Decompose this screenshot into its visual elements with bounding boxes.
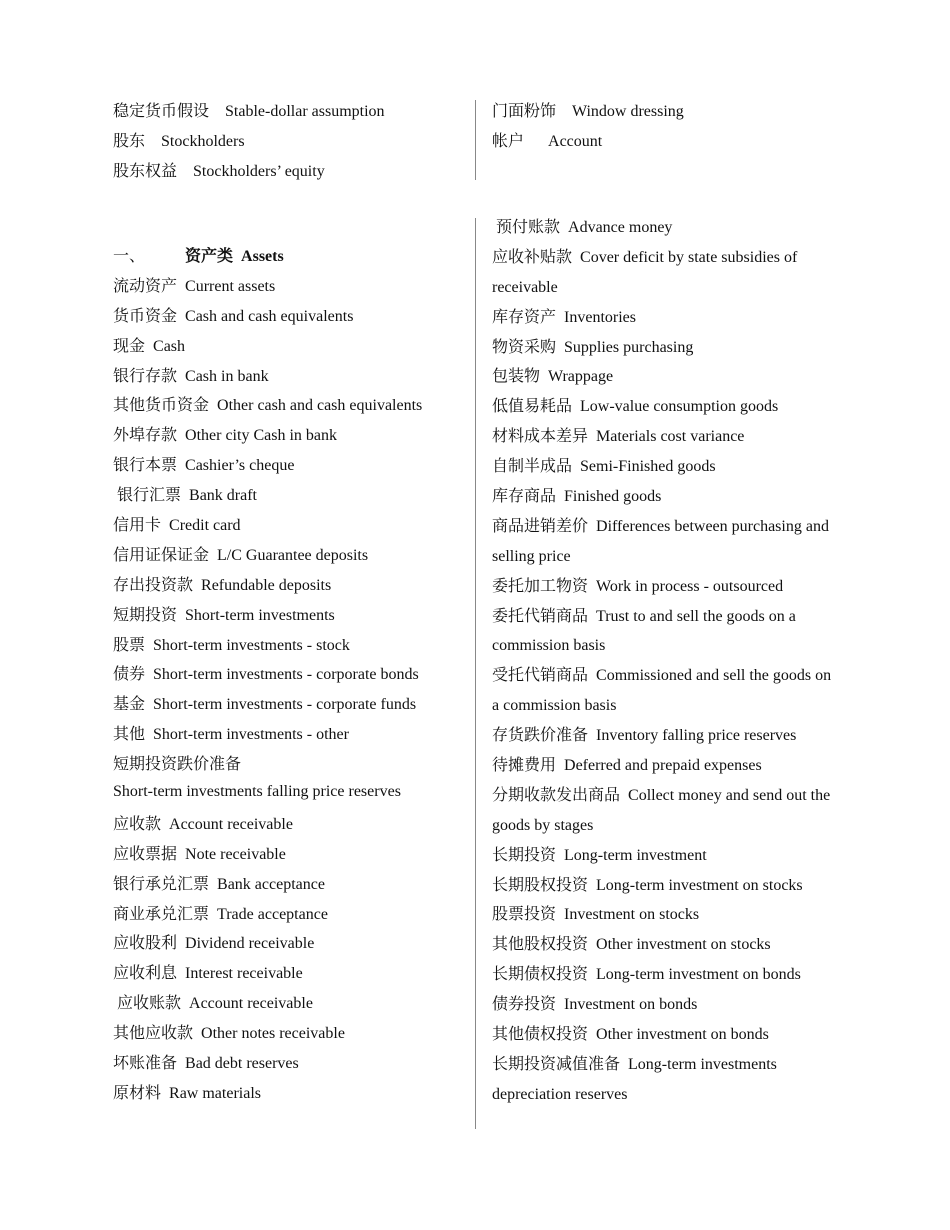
term-en: Note receivable (185, 845, 286, 863)
term-cn: 外埠存款 (113, 427, 178, 445)
term-cn: 坏账准备 (113, 1055, 178, 1073)
section-title-en: Assets (241, 248, 284, 265)
term-entry-continuation (492, 273, 831, 303)
term-en: Bad debt reserves (185, 1055, 299, 1073)
term-cn: 债券 (113, 666, 146, 684)
term-entry (492, 333, 831, 363)
term-entry (113, 989, 422, 1019)
term-cn: 长期股权投资 (492, 876, 589, 894)
term-cn: 长期投资减值准备 (492, 1055, 621, 1073)
term-entry (113, 451, 422, 481)
term-en: Long-term investment on bonds (596, 966, 801, 984)
term-en: Other cash and cash equivalents (217, 397, 423, 415)
term-en: Dividend receivable (185, 935, 315, 953)
term-en: Stable-dollar assumption (225, 103, 385, 120)
term-en: Short-term investments - other (153, 726, 349, 744)
term-entry-english (113, 780, 422, 804)
term-cn: 物资采购 (492, 338, 557, 356)
term-en: Short-term investments - stock (153, 636, 350, 654)
term-en: Stockholders’ equity (193, 162, 325, 180)
term-cn: 低值易耗品 (492, 398, 573, 416)
term-entry (113, 1079, 422, 1109)
term-cn: 存货跌价准备 (492, 727, 589, 745)
term-en: Short-term investments - corporate bonds (153, 666, 419, 684)
term-entry (492, 930, 831, 960)
term-entry (492, 392, 831, 422)
term-en: Long-term investments (628, 1055, 777, 1073)
term-en: Short-term investments falling price reserves (113, 783, 401, 801)
term-entry (492, 1020, 831, 1050)
term-entry (113, 302, 422, 332)
term-cn: 预付账款 (496, 219, 561, 236)
term-entry (492, 841, 831, 871)
term-entry (492, 990, 831, 1020)
term-entry (492, 243, 831, 273)
term-cn: 股票投资 (492, 906, 557, 924)
term-cn: 稳定货币假设 (113, 103, 210, 120)
term-cn: 应收款 (113, 815, 162, 833)
term-cn: 应收利息 (113, 965, 178, 983)
term-entry (492, 751, 831, 781)
term-en: Differences between purchasing and (596, 517, 829, 535)
term-cn: 股票 (113, 636, 146, 654)
term-entry (492, 422, 831, 452)
term-cn: 委托加工物资 (492, 577, 589, 595)
term-en: Work in process - outsourced (596, 577, 784, 595)
term-en: Low-value consumption goods (580, 398, 779, 416)
term-en: Account (548, 132, 603, 150)
term-en: Collect money and send out the (628, 786, 831, 804)
term-en: Current assets (185, 277, 276, 295)
column-divider-top (475, 100, 476, 180)
term-en-continuation: a commission basis (492, 697, 617, 715)
term-cn: 银行汇票 (117, 487, 182, 505)
column-divider-main (475, 218, 476, 1129)
term-entry (492, 572, 831, 602)
term-en: Finished goods (564, 488, 662, 506)
term-cn: 应收股利 (113, 935, 178, 953)
term-entry (113, 157, 385, 187)
term-entry (492, 512, 831, 542)
term-cn: 其他 (113, 726, 146, 744)
term-entry (113, 810, 422, 840)
term-en: Account receivable (169, 815, 293, 833)
term-entry-continuation (492, 1080, 831, 1110)
top-right-terms (492, 97, 684, 157)
term-entry (113, 511, 422, 541)
term-cn: 短期投资 (113, 606, 178, 624)
term-cn: 信用证保证金 (113, 546, 210, 564)
term-cn: 长期债权投资 (492, 966, 589, 984)
term-entry (113, 750, 422, 780)
term-en: Other city Cash in bank (185, 427, 337, 445)
term-cn: 帐户 (492, 132, 525, 150)
term-cn: 银行本票 (113, 457, 178, 475)
term-entry (492, 1050, 831, 1080)
term-entry (492, 960, 831, 990)
term-en: Wrappage (548, 368, 614, 386)
term-en: Investment on bonds (564, 996, 698, 1014)
term-entry (492, 213, 831, 243)
term-en-continuation: receivable (492, 278, 558, 296)
term-en: Materials cost variance (596, 428, 745, 446)
term-cn: 应收账款 (117, 995, 182, 1013)
term-entry (113, 391, 422, 421)
term-en: Semi-Finished goods (580, 458, 716, 476)
term-en: Commissioned and sell the goods on (596, 667, 832, 685)
term-entry (492, 482, 831, 512)
term-en: Credit card (169, 517, 241, 535)
term-entry (113, 541, 422, 571)
assets-left-column (113, 242, 422, 1109)
term-en: Long-term investment on stocks (596, 876, 803, 894)
term-cn: 库存资产 (492, 308, 557, 326)
term-entry (113, 362, 422, 392)
term-cn: 现金 (113, 337, 146, 355)
section-number: 一、 (113, 248, 146, 265)
term-entry (113, 571, 422, 601)
term-cn: 短期投资跌价准备 (113, 756, 242, 774)
term-en: Bank draft (189, 487, 257, 505)
term-entry (113, 481, 422, 511)
term-cn: 股东 (113, 132, 146, 150)
term-cn: 库存商品 (492, 488, 557, 506)
term-entry (113, 1019, 422, 1049)
term-entry (492, 452, 831, 482)
term-cn: 信用卡 (113, 517, 162, 535)
term-entry (113, 601, 422, 631)
term-entry (492, 900, 831, 930)
term-cn: 委托代销商品 (492, 607, 589, 625)
term-cn: 分期收款发出商品 (492, 786, 621, 804)
term-entry (113, 272, 422, 302)
term-cn: 门面粉饰 (492, 103, 557, 120)
term-cn: 材料成本差异 (492, 428, 589, 446)
term-en: Other notes receivable (201, 1025, 345, 1043)
term-cn: 应收票据 (113, 845, 178, 863)
term-en: Raw materials (169, 1084, 261, 1102)
term-en: Deferred and prepaid expenses (564, 757, 762, 775)
term-en: Long-term investment (564, 846, 707, 864)
term-en: Cover deficit by state subsidies of (580, 248, 798, 266)
assets-right-column (492, 213, 831, 1110)
term-cn: 待摊费用 (492, 757, 557, 775)
term-entry (113, 929, 422, 959)
term-entry (113, 840, 422, 870)
term-en-continuation: commission basis (492, 637, 606, 655)
term-en: Supplies purchasing (564, 338, 694, 356)
term-entry (113, 1049, 422, 1079)
term-entry (113, 690, 422, 720)
term-entry (113, 720, 422, 750)
term-cn: 存出投资款 (113, 576, 194, 594)
term-en: L/C Guarantee deposits (217, 546, 369, 564)
term-en: Interest receivable (185, 965, 303, 983)
term-entry (492, 871, 831, 901)
section-title-cn: 资产类 (185, 248, 234, 265)
term-entry (113, 127, 385, 157)
term-en-continuation: goods by stages (492, 816, 594, 834)
term-en: Cash in bank (185, 367, 269, 385)
term-entry (113, 900, 422, 930)
term-entry (113, 631, 422, 661)
term-cn: 银行存款 (113, 367, 178, 385)
term-entry (113, 421, 422, 451)
term-en: Short-term investments - corporate funds (153, 696, 417, 714)
term-entry (492, 721, 831, 751)
term-en: Other investment on bonds (596, 1026, 769, 1044)
term-en: Cashier’s cheque (185, 457, 295, 475)
term-cn: 原材料 (113, 1084, 162, 1102)
term-cn: 其他债权投资 (492, 1026, 589, 1044)
term-en: Stockholders (161, 132, 245, 150)
term-cn: 其他应收款 (113, 1025, 194, 1043)
term-entry (113, 870, 422, 900)
term-cn: 银行承兑汇票 (113, 875, 210, 893)
term-en: Cash (153, 337, 186, 355)
term-entry-continuation (492, 811, 831, 841)
section-heading (113, 242, 422, 272)
term-en: Other investment on stocks (596, 936, 771, 954)
term-en: Window dressing (572, 103, 684, 120)
term-entry (492, 661, 831, 691)
term-entry (113, 332, 422, 362)
term-cn: 债券投资 (492, 996, 557, 1014)
term-en: Inventory falling price reserves (596, 727, 797, 745)
term-entry (113, 660, 422, 690)
term-en: Short-term investments (185, 606, 335, 624)
term-cn: 包装物 (492, 368, 541, 386)
term-cn: 商品进销差价 (492, 517, 589, 535)
term-cn: 商业承兑汇票 (113, 905, 210, 923)
term-en: Inventories (564, 308, 636, 326)
term-en: Trade acceptance (217, 905, 328, 923)
term-cn: 其他股权投资 (492, 936, 589, 954)
term-cn: 应收补贴款 (492, 248, 573, 266)
term-entry (113, 959, 422, 989)
term-cn: 其他货币资金 (113, 397, 210, 415)
term-en: Refundable deposits (201, 576, 332, 594)
term-cn: 受托代销商品 (492, 667, 589, 685)
term-cn: 货币资金 (113, 307, 178, 325)
top-left-terms (113, 97, 385, 187)
term-entry (492, 362, 831, 392)
term-cn: 自制半成品 (492, 458, 573, 476)
term-en-continuation: selling price (492, 547, 571, 565)
term-en: Bank acceptance (217, 875, 325, 893)
term-en: Account receivable (189, 995, 313, 1013)
term-en: Investment on stocks (564, 906, 700, 924)
term-en: Advance money (568, 219, 673, 236)
term-entry (492, 781, 831, 811)
term-entry-continuation (492, 691, 831, 721)
term-entry (492, 303, 831, 333)
term-cn: 长期投资 (492, 846, 557, 864)
term-entry (492, 127, 684, 157)
term-entry (492, 97, 684, 127)
term-entry-continuation (492, 542, 831, 572)
term-en: Cash and cash equivalents (185, 307, 354, 325)
term-cn: 基金 (113, 696, 146, 714)
term-en-continuation: depreciation reserves (492, 1085, 628, 1103)
term-cn: 流动资产 (113, 277, 178, 295)
term-cn: 股东权益 (113, 162, 178, 180)
term-en: Trust to and sell the goods on a (596, 607, 796, 625)
term-entry (113, 97, 385, 127)
term-entry (492, 602, 831, 632)
term-entry-continuation (492, 631, 831, 661)
